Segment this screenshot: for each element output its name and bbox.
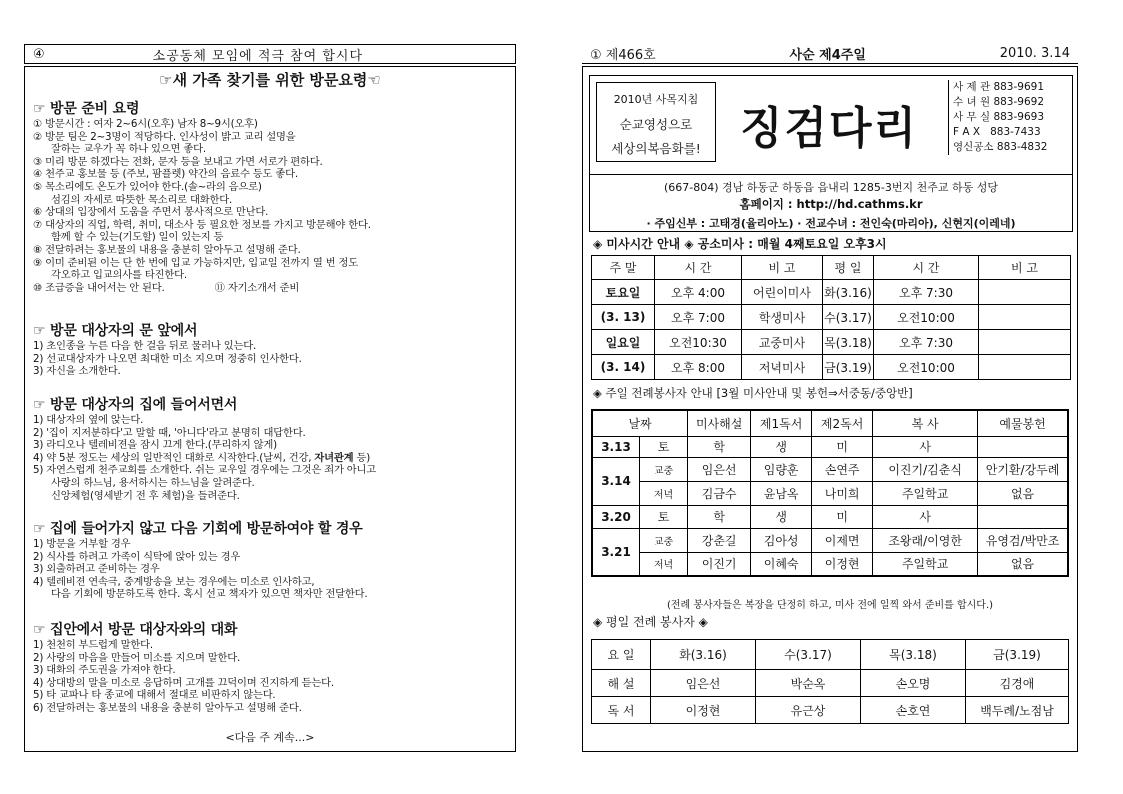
section-visit-preparation — [33, 101, 513, 294]
table-row — [592, 280, 1071, 305]
section-title: ☞ 방문 준비 요령 — [33, 101, 140, 117]
table-cell: 임은선 — [688, 457, 751, 481]
mass-time-table — [591, 255, 1071, 380]
sunday-servers-heading: ◈ 주일 전례봉사자 안내 [3월 미사안내 및 봉헌⇒서중동/중앙반] — [593, 386, 913, 400]
list-item: 3) 라디오나 텔레비젼을 잠시 끄게 한다.(무리하지 않게) — [33, 439, 277, 452]
masthead-box — [589, 75, 1073, 232]
table-cell: 김경애 — [966, 670, 1069, 697]
list-item: ③ 미리 방문 하겠다는 전화, 문자 등을 보내고 가면 서로가 편하다. — [33, 155, 323, 168]
table-cell — [979, 305, 1071, 330]
left-page-body — [24, 66, 516, 752]
list-item — [33, 452, 513, 465]
table-cell: 교중 — [640, 457, 688, 481]
list-item-text: ⑪ 자기소개서 준비 — [214, 281, 300, 294]
list-item: 1) 대상자의 옆에 앉는다. — [33, 414, 144, 426]
table-cell: 학 — [688, 436, 751, 457]
table-cell: 독 서 — [592, 697, 651, 724]
contact-line: 수 녀 원 883-9692 — [953, 96, 1044, 108]
motto-line-2: 세상의복음화를! — [611, 141, 701, 156]
table-cell: 유근상 — [756, 697, 861, 724]
table-cell: 3.20 — [592, 505, 640, 528]
table-header: 화(3.16) — [651, 640, 756, 670]
list-item — [33, 282, 513, 295]
table-cell: 화(3.16) — [823, 280, 874, 305]
table-cell: 저녁미사 — [742, 355, 823, 380]
table-row — [592, 436, 1068, 457]
table-header: 시 간 — [655, 256, 742, 280]
table-cell: 오후 8:00 — [655, 355, 742, 380]
list-item: ⑦ 대상자의 직업, 학력, 취미, 대소사 등 필요한 정보를 가지고 방문해야 한다. — [33, 218, 371, 231]
section-title: ☞ 집에 들어가지 않고 다음 기회에 방문하여야 할 경우 — [33, 521, 363, 537]
table-cell — [978, 436, 1068, 457]
list-item: 각오하고 입교의사를 타진한다. — [51, 269, 187, 282]
list-item: 사랑의 하느님, 용서하시는 하느님을 알려준다. — [51, 476, 255, 489]
table-cell — [979, 330, 1071, 355]
table-cell: 주일학교 — [873, 552, 978, 576]
table-cell: 오전10:00 — [874, 305, 979, 330]
weekday-servers-heading: ◈ 평일 전례 봉사자 ◈ — [593, 615, 708, 629]
list-item-text: 등) — [356, 451, 371, 464]
table-cell: 없음 — [978, 481, 1068, 505]
table-row — [592, 457, 1068, 481]
table-header: 요 일 — [592, 640, 651, 670]
table-header: 목(3.18) — [861, 640, 966, 670]
left-header-bar — [24, 44, 516, 64]
table-cell: 생 — [751, 505, 812, 528]
table-cell: 이진기 — [688, 552, 751, 576]
table-header: 복 사 — [873, 410, 978, 436]
table-cell: 교중 — [640, 528, 688, 552]
table-cell: 오후 7:00 — [655, 305, 742, 330]
list-item: 1) 초인종을 누른 다음 한 걸음 뒤로 물러나 있는다. — [33, 340, 257, 352]
list-item: 5) 타 교파나 타 종교에 대해서 절대로 비판하지 않는다. — [33, 689, 276, 702]
table-row — [592, 305, 1071, 330]
list-item: 2) '집이 지저분하다'고 말할 때, '아니다'라고 분명히 대답한다. — [33, 426, 306, 439]
table-row — [592, 552, 1068, 576]
table-cell: 금(3.19) — [823, 355, 874, 380]
list-item: 2) 선교대상자가 나오면 최대한 미소 지으며 정중히 인사한다. — [33, 352, 302, 365]
table-cell — [978, 505, 1068, 528]
list-item: 잘하는 교우가 꼭 하나 있으면 좋다. — [51, 143, 206, 156]
issue-date: 2010. 3.14 — [999, 46, 1070, 61]
table-cell — [979, 280, 1071, 305]
table-cell: 김아성 — [751, 528, 812, 552]
table-cell: 토 — [640, 436, 688, 457]
list-item: ⑤ 목소리에도 온도가 있어야 한다.(솔~라의 음으로) — [33, 180, 262, 193]
issue-number: ① 제466호 — [590, 48, 656, 63]
homepage-link[interactable]: 홈페이지 : http://hd.cathms.kr — [739, 197, 923, 211]
list-item: 4) 상대방의 말을 미소로 응답하며 고개를 끄덕이며 진지하게 듣는다. — [33, 676, 334, 689]
table-cell: 이정현 — [651, 697, 756, 724]
list-item: 다음 기회에 방문하도록 한다. 혹시 선교 책자가 있으면 책자만 전달한다. — [51, 588, 368, 601]
table-row — [592, 640, 1069, 670]
table-cell: 교중미사 — [742, 330, 823, 355]
table-cell: 오전10:00 — [874, 355, 979, 380]
list-item: ⑧ 전달하려는 홍보물의 내용을 충분히 알아두고 설명해 준다. — [33, 243, 301, 256]
table-cell: 오후 7:30 — [874, 330, 979, 355]
table-cell: 목(3.18) — [823, 330, 874, 355]
section-title: ☞ 방문 대상자의 문 앞에서 — [33, 323, 198, 339]
table-cell: 어린이미사 — [742, 280, 823, 305]
emphasis-text: 자녀관계 — [314, 451, 354, 464]
contact-list — [948, 80, 1077, 155]
table-cell: 없음 — [978, 552, 1068, 576]
right-page-body — [582, 66, 1078, 752]
table-cell: 나미희 — [812, 481, 873, 505]
table-cell: 수(3.17) — [823, 305, 874, 330]
table-row — [592, 505, 1068, 528]
right-header-bar — [582, 44, 1078, 64]
table-cell: 사 — [873, 505, 978, 528]
mass-heading: ◈ 미사시간 안내 ◈ 공소미사 : 매월 4째토요일 오후3시 — [593, 237, 887, 251]
list-item: 3) 자신을 소개한다. — [33, 365, 121, 378]
masthead-title: 징검다리 — [740, 103, 919, 154]
table-cell: 임량훈 — [751, 457, 812, 481]
table-cell: 미 — [812, 505, 873, 528]
table-cell: 유영검/박만조 — [978, 528, 1068, 552]
table-cell: 학생미사 — [742, 305, 823, 330]
list-item: 4) 텔레비젼 연속극, 중계방송을 보는 경우에는 미소로 인사하고, — [33, 575, 315, 588]
sunday-servers-table — [591, 409, 1069, 577]
table-header: 날짜 — [592, 410, 688, 436]
contact-line: 영신공소 883-4832 — [953, 141, 1048, 153]
table-header: 예물봉헌 — [978, 410, 1068, 436]
table-cell: 이정현 — [812, 552, 873, 576]
table-cell — [979, 355, 1071, 380]
table-cell: 3.13 — [592, 436, 640, 457]
weekday-servers-table — [591, 639, 1069, 724]
motto-line-1: 순교영성으로 — [619, 117, 693, 132]
list-item: 6) 전달하려는 홍보물의 내용을 충분히 알아두고 설명해 준다. — [33, 701, 302, 714]
table-header: 미사해설 — [688, 410, 751, 436]
servers-note: (전례 봉사자들은 복장을 단정히 하고, 미사 전에 일찍 와서 준비를 합시다.) — [666, 600, 994, 611]
table-cell: 김금수 — [688, 481, 751, 505]
table-cell: 조왕래/이영한 — [873, 528, 978, 552]
contact-line: 사 무 실 883-9693 — [953, 111, 1044, 123]
table-header: 주 말 — [592, 256, 655, 280]
table-cell: 토 — [640, 505, 688, 528]
table-cell: 박순옥 — [756, 670, 861, 697]
table-cell: 3.21 — [592, 528, 640, 576]
motto-box — [596, 82, 716, 162]
list-item: ④ 천주교 홍보물 등 (주보, 팜플렛) 약간의 음료수 등도 좋다. — [33, 168, 298, 181]
table-row — [592, 670, 1069, 697]
list-item: 3) 대화의 주도권을 가져야 한다. — [33, 664, 176, 677]
table-cell: 이제면 — [812, 528, 873, 552]
table-header: 평 일 — [823, 256, 874, 280]
staff-line: · 주임신부 : 고태경(율리아노) · 전교수녀 : 전인숙(마리아), 신현지(이레네) — [646, 217, 1016, 230]
table-cell: 토요일 — [592, 280, 655, 305]
list-item: 섬김의 자세로 따뜻한 목소리로 대화한다. — [51, 193, 233, 206]
list-item: 1) 천천히 부드럽게 말한다. — [33, 639, 153, 651]
list-item: 함께 할 수 있는(기도할) 일이 있는지 등 — [51, 231, 224, 244]
list-item: 1) 방문을 거부할 경우 — [33, 538, 131, 550]
table-header: 제2독서 — [812, 410, 873, 436]
table-cell: 미 — [812, 436, 873, 457]
table-cell: 손오명 — [861, 670, 966, 697]
section-entering-home — [33, 397, 513, 502]
list-item: ② 방문 팀은 2~3명이 적당하다. 인사성이 밝고 교리 설명을 — [33, 130, 296, 143]
contact-line: F A X 883-7433 — [953, 126, 1041, 138]
list-item: ⑥ 상대의 입장에서 도움을 주면서 봉사적으로 만난다. — [33, 206, 269, 219]
table-cell: 주일학교 — [873, 481, 978, 505]
section-conversation — [33, 622, 513, 715]
section-title: ☞ 집안에서 방문 대상자와의 대화 — [33, 622, 238, 638]
list-item: 2) 식사를 하려고 가족이 식탁에 앉아 있는 경우 — [33, 550, 241, 563]
left-page-number: ④ — [33, 46, 45, 62]
list-item: ① 방문시간 : 여자 2~6시(오후) 남자 8~9시(오후) — [33, 118, 258, 130]
table-cell: 오전10:30 — [655, 330, 742, 355]
section-revisit-cases — [33, 521, 513, 601]
table-cell: 임은선 — [651, 670, 756, 697]
continued-note: <다음 주 계속...> — [225, 731, 315, 744]
table-header: 제1독서 — [751, 410, 812, 436]
table-cell: 3.14 — [592, 457, 640, 505]
motto-year: 2010년 사목지침 — [613, 93, 699, 106]
table-header: 수(3.17) — [756, 640, 861, 670]
section-at-door — [33, 323, 513, 378]
table-cell: 강춘길 — [688, 528, 751, 552]
left-header-slogan: 소공동체 모임에 적극 참여 합시다 — [152, 48, 363, 64]
visit-guide-title: ☞새 가족 찾기를 위한 방문요령☜ — [159, 71, 381, 89]
table-cell: 일요일 — [592, 330, 655, 355]
table-cell: 저녁 — [640, 481, 688, 505]
list-item-text: 4) 약 5분 정도는 세상의 일반적인 대화로 시작한다.(날씨, 건강, — [33, 451, 312, 464]
contact-line: 사 제 관 883-9691 — [953, 81, 1044, 93]
table-cell: 사 — [873, 436, 978, 457]
table-cell: 오후 7:30 — [874, 280, 979, 305]
table-cell: 저녁 — [640, 552, 688, 576]
table-cell: 학 — [688, 505, 751, 528]
list-item: 2) 사랑의 마음을 만들어 미소를 지으며 말한다. — [33, 651, 241, 664]
table-cell: 해 설 — [592, 670, 651, 697]
table-cell: (3. 14) — [592, 355, 655, 380]
list-item: 3) 외출하려고 준비하는 경우 — [33, 563, 160, 576]
table-header: 비 고 — [979, 256, 1071, 280]
table-row — [592, 481, 1068, 505]
table-cell: 생 — [751, 436, 812, 457]
table-row — [592, 355, 1071, 380]
table-cell: 백두례/노점남 — [966, 697, 1069, 724]
address: (667-804) 경남 하동군 하동읍 읍내리 1285-3번지 천주교 하동 성당 — [590, 174, 1072, 195]
table-cell: 손호연 — [861, 697, 966, 724]
table-cell: 이혜숙 — [751, 552, 812, 576]
table-row — [592, 697, 1069, 724]
list-item-text: ⑩ 조급증을 내어서는 안 된다. — [33, 281, 165, 294]
table-cell: 손연주 — [812, 457, 873, 481]
table-cell: 이진기/김춘식 — [873, 457, 978, 481]
table-row — [592, 528, 1068, 552]
table-cell: 윤남옥 — [751, 481, 812, 505]
table-cell: 오후 4:00 — [655, 280, 742, 305]
list-item: 5) 자연스럽게 천주교회를 소개한다. 쉬는 교우일 경우에는 그것은 죄가 아니고 — [33, 464, 377, 477]
table-row — [592, 330, 1071, 355]
list-item: 신앙체험(영세받기 전 후 체험)을 들려준다. — [51, 489, 240, 502]
table-header: 시 간 — [874, 256, 979, 280]
table-header: 비 고 — [742, 256, 823, 280]
table-cell: (3. 13) — [592, 305, 655, 330]
list-item: ⑨ 이미 준비된 이는 단 한 번에 입교 가능하지만, 입교일 전까지 열 번 정도 — [33, 256, 358, 269]
table-header: 금(3.19) — [966, 640, 1069, 670]
section-title: ☞ 방문 대상자의 집에 들어서면서 — [33, 397, 238, 413]
table-cell: 안기환/강두례 — [978, 457, 1068, 481]
liturgical-week: 사순 제4주일 — [789, 48, 866, 63]
